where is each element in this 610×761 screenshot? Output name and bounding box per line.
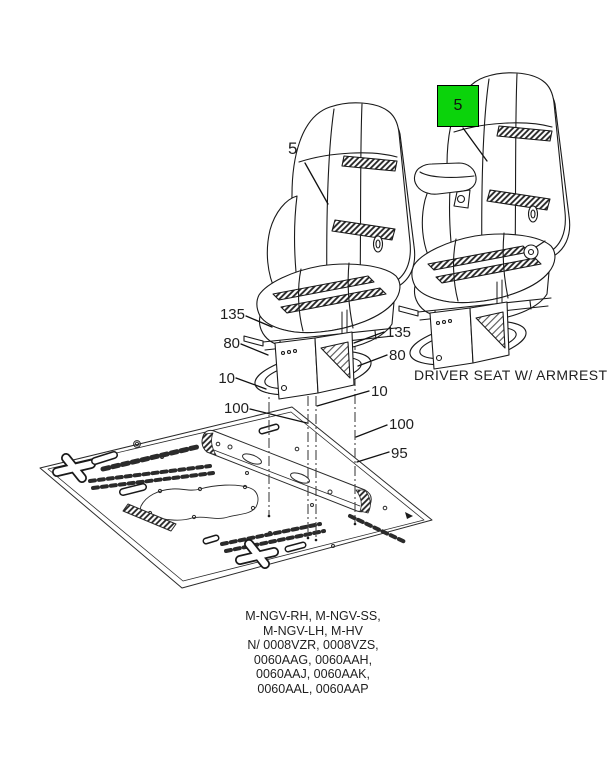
part-codes-line: 0060AAJ, 0060AAK, xyxy=(256,667,370,682)
part-codes-line: M-NGV-LH, M-HV xyxy=(263,623,363,638)
callout-10-left: 10 xyxy=(218,370,235,387)
callout-80-left: 80 xyxy=(223,335,240,352)
callout-95-right: 95 xyxy=(391,445,408,462)
callout-135-right: 135 xyxy=(386,324,412,341)
callout-135-left: 135 xyxy=(219,306,245,323)
seat-with-armrest xyxy=(399,73,570,373)
callout-10-right: 10 xyxy=(371,383,388,400)
callout-80-right: 80 xyxy=(389,347,406,364)
part-codes-line: M-NGV-RH, M-NGV-SS, xyxy=(245,609,381,623)
part-codes-line: 0060AAL, 0060AAP xyxy=(257,681,369,696)
callout-100-right: 100 xyxy=(389,416,415,433)
callout-seat-left: 5 xyxy=(288,139,298,158)
callout-100-left: 100 xyxy=(223,400,249,417)
armrest xyxy=(414,163,476,194)
part-codes-line: 0060AAG, 0060AAH, xyxy=(253,652,373,667)
seat-caption: DRIVER SEAT W/ ARMREST xyxy=(414,367,608,383)
highlighted-callout-label: 5 xyxy=(453,97,463,114)
part-codes-line: N/ 0008VZR, 0008VZS, xyxy=(247,638,379,653)
highlighted-callout-box[interactable] xyxy=(437,85,479,127)
part-codes-block xyxy=(163,609,463,697)
floor-pan xyxy=(40,407,432,588)
